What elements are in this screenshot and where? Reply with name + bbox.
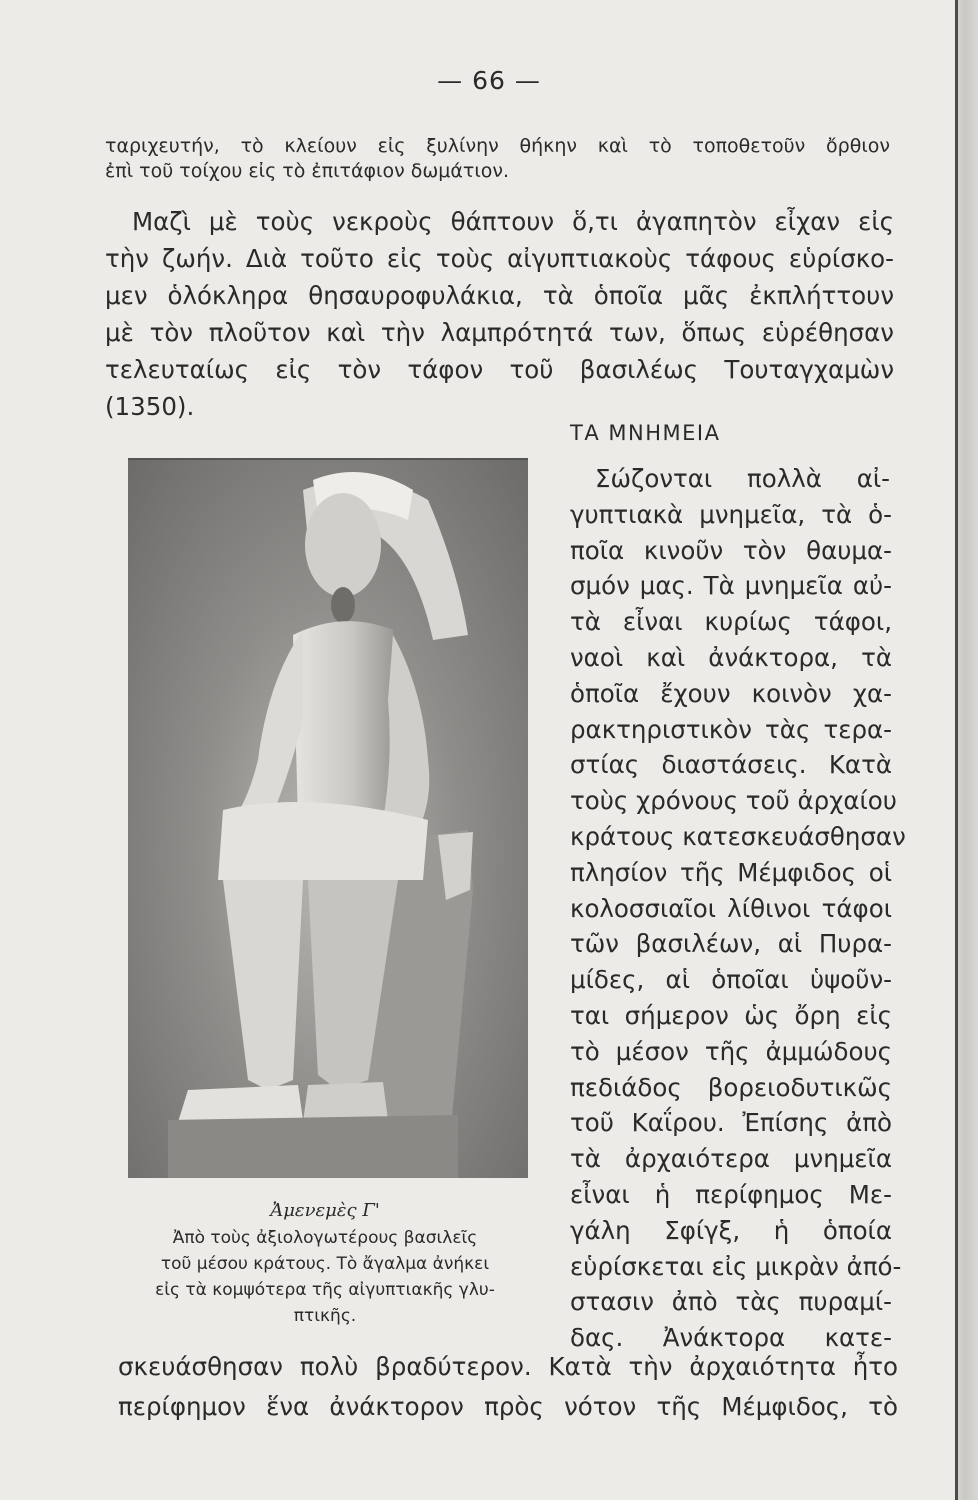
- column-line: ται σήμερον ὡς ὄρη εἰς: [570, 1001, 892, 1030]
- paragraph-line: περίφημον ἕνα ἀνάκτορον πρὸς νότον τῆς Μέμφιδος, τὸ: [118, 1392, 898, 1421]
- paragraph-line: μὲ τὸν πλοῦτον καὶ τὴν λαμπρότητά των, ὅπως εὑρέθησαν: [105, 318, 894, 347]
- caption-line: εἰς τὰ κομψότερα τῆς αἰγυπτιακῆς γλυ-: [155, 1280, 495, 1300]
- column-line: ναοὶ καὶ ἀνάκτορα, τὰ: [570, 643, 892, 672]
- page-number: — 66 —: [437, 66, 541, 95]
- column-line: ρακτηριστικὸν τὰς τερα-: [570, 714, 892, 744]
- column-line: ὁποῖα ἔχουν κοινὸν χα-: [570, 678, 892, 708]
- caption-line: πτικῆς.: [293, 1306, 357, 1326]
- column-line: στασιν ἀπὸ τὰς πυραμί-: [570, 1287, 892, 1317]
- statue-photo: [128, 458, 528, 1178]
- paragraph-line: ταριχευτήν, τὸ κλείουν εἰς ξυλίνην θήκην καὶ τὸ τοποθετοῦν ὄρθιον: [105, 135, 890, 157]
- statue-icon: [128, 460, 528, 1178]
- column-line: τὸ μέσον τῆς ἀμμώδους: [570, 1036, 892, 1066]
- paragraph-line: τὴν ζωήν. Διὰ τοῦτο εἰς τοὺς αἰγυπτιακοὺς τάφους εὑρίσκο-: [105, 244, 894, 273]
- column-line: σμόν μας. Τὰ μνημεῖα αὐ-: [570, 571, 892, 601]
- column-line: εὑρίσκεται εἰς μικρὰν ἀπό-: [570, 1251, 902, 1281]
- caption-title: Ἀμενεμὲς Γ': [270, 1200, 380, 1221]
- paragraph-line: (1350).: [105, 392, 195, 421]
- adjacent-page-edge: [956, 0, 978, 1500]
- paragraph-line: Μαζὶ μὲ τοὺς νεκροὺς θάπτουν ὅ,τι ἀγαπητὸν εἶχαν εἰς: [132, 207, 894, 236]
- column-line: τοὺς χρόνους τοῦ ἀρχαίου: [570, 786, 897, 816]
- column-line: Σώζονται πολλὰ αἰ-: [595, 464, 890, 493]
- paragraph-line: τελευταίως εἰς τὸν τάφον τοῦ βασιλέως Τουταγχαμὼν: [105, 355, 894, 384]
- column-line: τὰ ἀρχαιότερα μνημεῖα: [570, 1144, 892, 1174]
- column-line: εἶναι ἡ περίφημος Με-: [570, 1180, 892, 1209]
- column-line: ποῖα κινοῦν τὸν θαυμα-: [570, 535, 892, 565]
- column-line: κολοσσιαῖοι λίθινοι τάφοι: [570, 893, 892, 923]
- column-line: γυπτιακὰ μνημεῖα, τὰ ὁ-: [570, 499, 892, 529]
- caption-line: τοῦ μέσου κράτους. Τὸ ἄγαλμα ἀνήκει: [160, 1254, 490, 1274]
- column-line: κράτους κατεσκευάσθησαν: [570, 822, 906, 851]
- column-line: στίας διαστάσεις. Κατὰ: [570, 750, 892, 780]
- column-line: πεδιάδος βορειοδυτικῶς: [570, 1072, 892, 1102]
- binding-shadow: [955, 0, 958, 1500]
- paragraph-line: ἐπὶ τοῦ τοίχου εἰς τὸ ἐπιτάφιον δωμάτιον.: [105, 160, 510, 182]
- column-line: δας. Ἀνάκτορα κατε-: [570, 1323, 892, 1353]
- column-line: τῶν βασιλέων, αἱ Πυρα-: [570, 929, 892, 959]
- column-line: πλησίον τῆς Μέμφιδος οἱ: [570, 857, 892, 887]
- column-line: μίδες, αἱ ὁποῖαι ὑψοῦν-: [570, 965, 892, 995]
- caption-line: Ἀπὸ τοὺς ἀξιολογωτέρους βασιλεῖς: [172, 1228, 478, 1248]
- section-heading: ΤΑ ΜΝΗΜΕΙΑ: [570, 421, 721, 445]
- paragraph-line: μεν ὁλόκληρα θησαυροφυλάκια, τὰ ὁποῖα μᾶς ἐκπλήττουν: [105, 281, 894, 310]
- column-line: τὰ εἶναι κυρίως τάφοι,: [570, 607, 892, 637]
- column-line: γάλη Σφίγξ, ἡ ὁποία: [570, 1215, 892, 1245]
- column-line: τοῦ Καΐρου. Ἐπίσης ἀπὸ: [570, 1108, 892, 1138]
- paragraph-line: σκευάσθησαν πολὺ βραδύτερον. Κατὰ τὴν ἀρχαιότητα ἦτο: [118, 1352, 898, 1381]
